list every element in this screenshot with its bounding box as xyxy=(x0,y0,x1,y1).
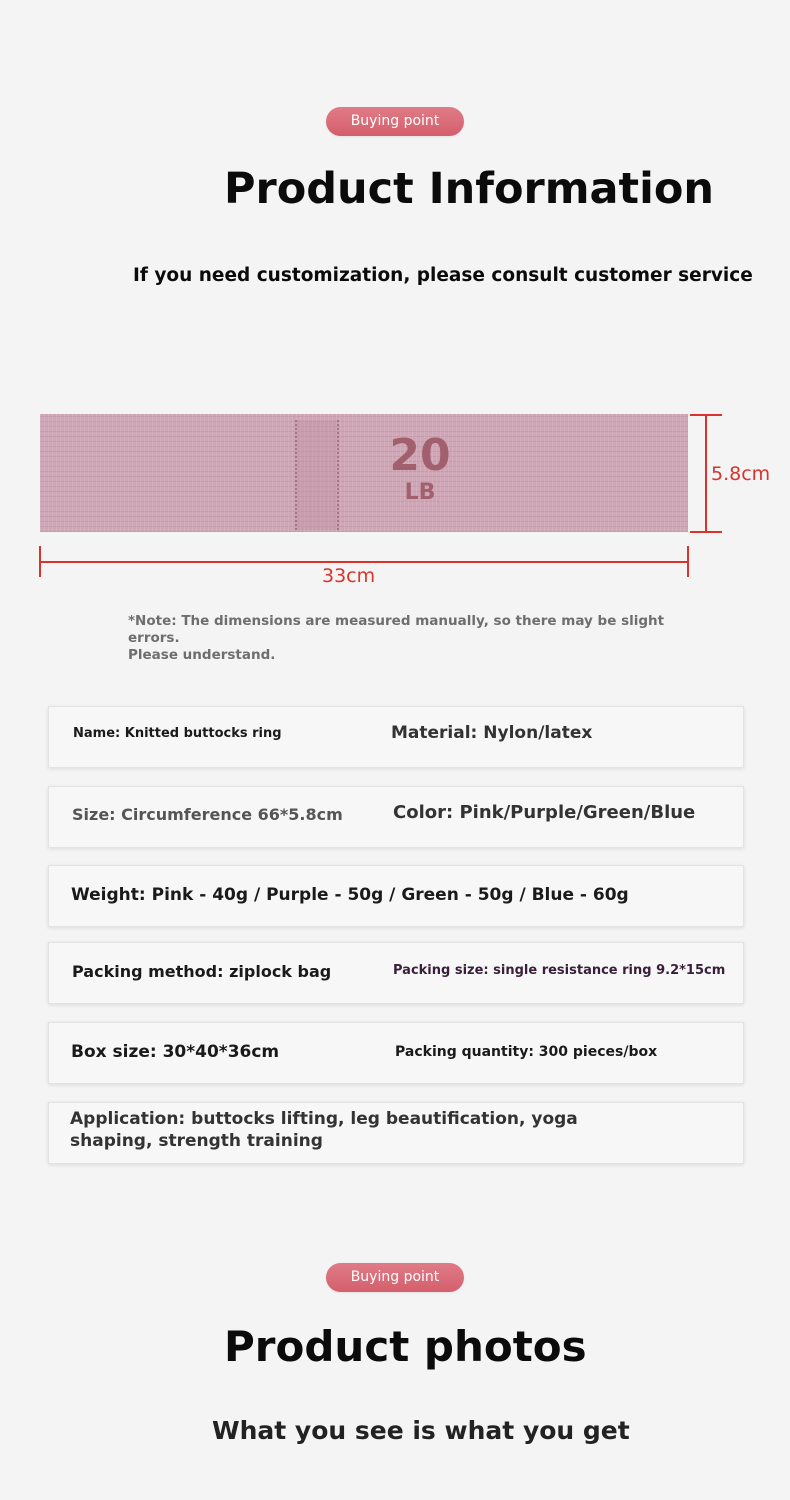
product-information-title: Product Information xyxy=(224,164,715,214)
spec-size: Size: Circumference 66*5.8cm xyxy=(72,805,343,824)
measurement-note-line1: *Note: The dimensions are measured manually, so there may be slight errors. xyxy=(128,613,665,646)
height-dimension-label: 5.8cm xyxy=(711,463,771,485)
spec-card-application xyxy=(48,1102,744,1164)
what-you-see-subtitle: What you see is what you get xyxy=(212,1416,630,1445)
height-dimension-cap-top xyxy=(690,414,722,416)
band-resistance-unit: LB xyxy=(404,480,436,505)
spec-material: Material: Nylon/latex xyxy=(391,723,593,743)
buying-point-badge: Buying point xyxy=(326,107,464,136)
height-dimension-line xyxy=(705,414,707,533)
spec-card-packing xyxy=(48,942,744,1004)
spec-packing-size: Packing size: single resistance ring 9.2*15cm xyxy=(393,963,726,978)
spec-application-line1: Application: buttocks lifting, leg beautification, yoga xyxy=(70,1109,578,1129)
customization-subtitle: If you need customization, please consult customer service xyxy=(133,265,753,286)
measurement-note-line2: Please understand. xyxy=(128,647,276,663)
width-dimension-label: 33cm xyxy=(322,565,376,587)
spec-color: Color: Pink/Purple/Green/Blue xyxy=(393,802,696,823)
spec-packing-quantity: Packing quantity: 300 pieces/box xyxy=(395,1044,658,1060)
buying-point-badge-2: Buying point xyxy=(326,1263,464,1292)
height-dimension-cap-bottom xyxy=(690,531,722,533)
spec-card-box xyxy=(48,1022,744,1084)
width-dimension-line xyxy=(40,561,688,563)
width-dimension-cap-left xyxy=(39,546,41,577)
spec-card-weight xyxy=(48,865,744,927)
measurement-note xyxy=(128,613,688,664)
spec-packing-method: Packing method: ziplock bag xyxy=(72,962,332,981)
band-seam xyxy=(295,420,339,530)
product-photos-title: Product photos xyxy=(224,1322,587,1371)
spec-card-size-color xyxy=(48,786,744,848)
spec-box-size: Box size: 30*40*36cm xyxy=(71,1042,280,1062)
band-resistance-number: 20 xyxy=(389,430,451,481)
spec-card-name-material xyxy=(48,706,744,768)
resistance-band-image xyxy=(40,414,688,532)
spec-name: Name: Knitted buttocks ring xyxy=(73,726,282,741)
spec-weight: Weight: Pink - 40g / Purple - 50g / Green - 50g / Blue - 60g xyxy=(71,885,629,905)
width-dimension-cap-right xyxy=(687,546,689,577)
spec-application-line2: shaping, strength training xyxy=(70,1131,323,1151)
spec-application xyxy=(70,1108,578,1152)
